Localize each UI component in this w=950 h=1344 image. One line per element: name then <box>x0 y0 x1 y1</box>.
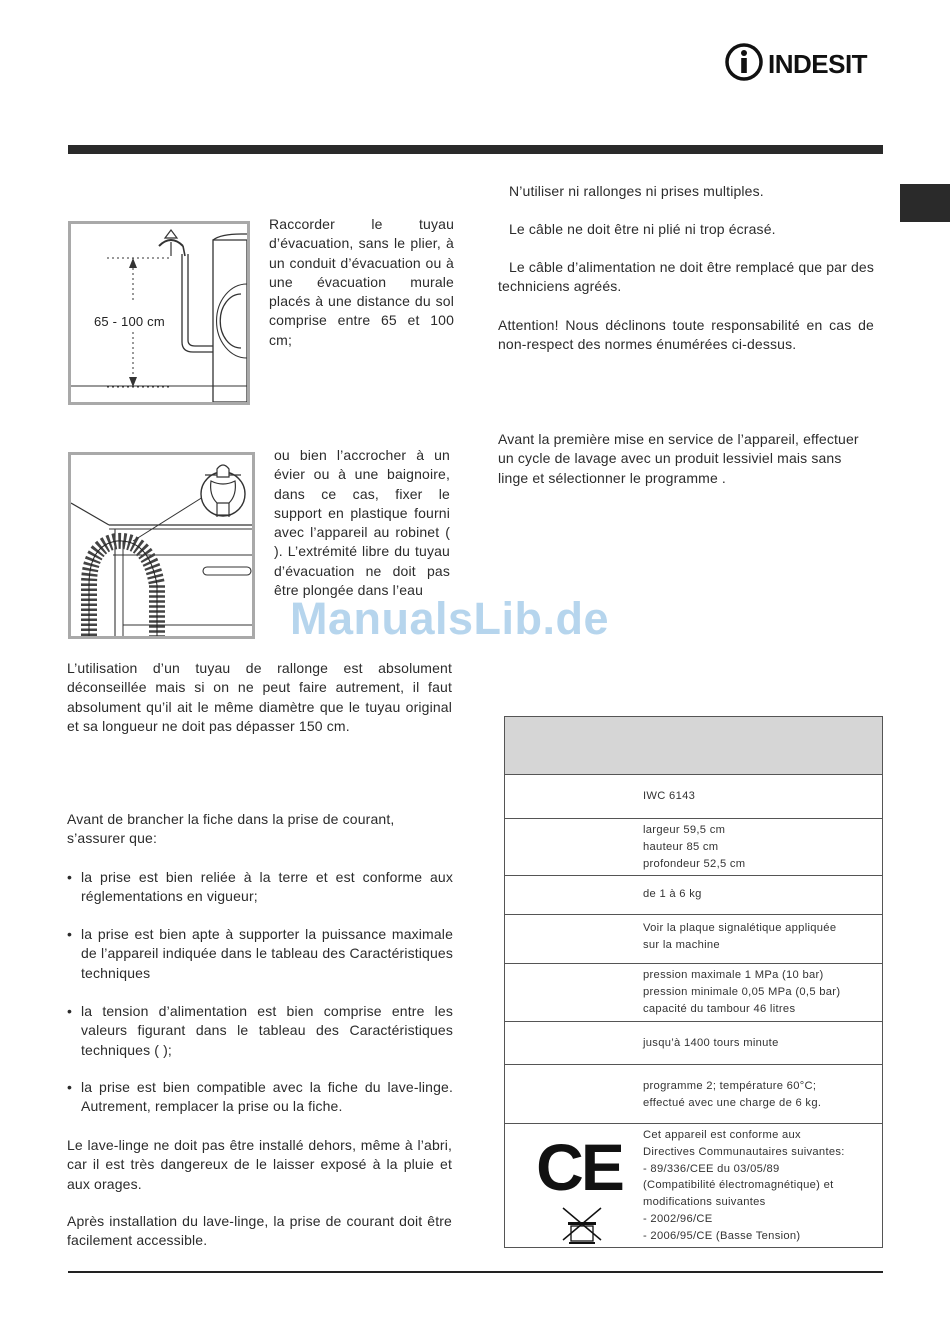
indesit-logo-icon <box>724 42 764 82</box>
cable-bent-text: Le câble ne doit être ni plié ni trop écrasé. <box>509 221 776 237</box>
technical-specs-table <box>504 716 883 1248</box>
drain-wall-figure <box>68 221 250 405</box>
bullet-dot: • <box>67 926 73 942</box>
table-row-dimensions <box>505 818 882 875</box>
ce-line-3: - 89/336/CEE du 03/05/89 <box>643 1162 780 1175</box>
bullet-3-text: la tension d’alimentation est bien comprise entre les valeurs figurant dans le tableau des Caractéristiques techniques ( ); <box>81 1003 453 1058</box>
ce-mark-block <box>523 1128 635 1244</box>
bullet-dot: • <box>67 1003 73 1019</box>
electrical-line-1: Voir la plaque signalétique appliquée <box>643 922 837 934</box>
electrical-line-2: sur la machine <box>643 938 720 951</box>
drain-hose-sink-illustration <box>71 455 252 636</box>
table-row-test-programme <box>505 1064 882 1123</box>
weee-bar <box>569 1242 595 1244</box>
table-row-model <box>505 774 882 818</box>
first-use-text: Avant la première mise en service de l’appareil, effectuer un cycle de lavage avec un produit lessiviel mais sans linge et sélectionner le programme . <box>498 431 859 486</box>
ce-mark-letters: CE <box>536 1130 622 1204</box>
dimension-width: largeur 59,5 cm <box>643 824 726 836</box>
watermark: ManualsLib.de <box>290 593 610 644</box>
language-tab <box>900 184 950 222</box>
weee-bin-body <box>571 1226 593 1241</box>
table-row-water <box>505 963 882 1021</box>
table-row-ce <box>505 1123 882 1247</box>
bullet-2-text: la prise est bien apte à supporter la puissance maximale de l’appareil indiquée dans le tableau des Caractéristiques techniques <box>81 926 453 981</box>
bullet-3 <box>67 1002 453 1060</box>
brand-logo <box>722 40 887 84</box>
spin-value: jusqu’à 1400 tours minute <box>643 1037 779 1049</box>
drain-sink-text: ou bien l’accrocher à un évier ou à une baignoire, dans ce cas, fixer le support en plastique fourni avec l’appareil au robinet ( ). L’extrémité libre du tuyau d’évacuation ne doit pas être plongée dans l’eau <box>274 447 450 599</box>
brand-name: INDESIT <box>768 49 868 79</box>
no-extension-text: N’utiliser ni rallonges ni prises multiples. <box>509 183 764 199</box>
table-row-electrical <box>505 914 882 963</box>
test-programme-line-1: programme 2; température 60°C; <box>643 1080 817 1092</box>
ce-line-5: modifications suivantes <box>643 1196 766 1209</box>
extension-hose-text: L’utilisation d’un tuyau de rallonge est absolument déconseillée mais si on ne peut faire autrement, il faut absolument qu’il ait le même diamètre que le tuyau original et sa longueur ne doit pas dépasser 150 cm. <box>67 660 452 734</box>
ce-mark-icon <box>523 1128 635 1244</box>
drain-sink-figure <box>68 452 255 639</box>
bullet-4-text: la prise est bien compatible avec la fiche du lave-linge. Autrement, remplacer la prise ou la fiche. <box>81 1079 453 1115</box>
attention-text: Attention! Nous déclinons toute responsabilité en cas de non-respect des normes énumérées ci-dessus. <box>498 317 874 353</box>
capacity-value: de 1 à 6 kg <box>643 888 702 900</box>
ce-line-2: Directives Communautaires suivantes: <box>643 1145 845 1158</box>
ce-line-7: - 2006/95/CE (Basse Tension) <box>643 1229 801 1242</box>
cable-replace-text: Le câble d’alimentation ne doit être remplacé que par des techniciens agréés. <box>498 259 874 295</box>
table-row-capacity <box>505 875 882 914</box>
socket-accessible-text: Après installation du lave-linge, la prise de courant doit être facilement accessible. <box>67 1213 452 1249</box>
water-min-pressure: pression minimale 0,05 MPa (0,5 bar) <box>643 985 841 998</box>
bullet-1-text: la prise est bien reliée à la terre et est conforme aux réglementations en vigueur; <box>81 869 453 905</box>
top-rule <box>68 145 883 154</box>
bullet-dot: • <box>67 1079 73 1095</box>
drum-capacity: capacité du tambour 46 litres <box>643 1002 796 1015</box>
drain-wall-text: Raccorder le tuyau d’évacuation, sans le plier, à un conduit d’évacuation ou à une évacuation murale placés à une distance du sol comprise entre 65 et 100 cm; <box>269 216 454 348</box>
table-header <box>505 717 882 774</box>
test-programme-line-2: effectué avec une charge de 6 kg. <box>643 1096 822 1109</box>
ce-line-4: (Compatibilité électromagnétique) et <box>643 1179 834 1192</box>
ce-line-6: - 2002/96/CE <box>643 1212 713 1225</box>
water-max-pressure: pression maximale 1 MPa (10 bar) <box>643 969 824 981</box>
drain-hose-wall-illustration <box>71 224 247 402</box>
height-range-label: 65 - 100 cm <box>94 314 165 329</box>
bullet-2 <box>67 925 453 983</box>
model-value: IWC 6143 <box>643 790 696 802</box>
outdoor-warning-text: Le lave-linge ne doit pas être installé dehors, même à l’abri, car il est très dangereux de le laisser exposé à la pluie et aux orages. <box>67 1137 452 1192</box>
dimension-depth: profondeur 52,5 cm <box>643 857 746 870</box>
ce-line-1: Cet appareil est conforme aux <box>643 1129 801 1141</box>
bullet-4 <box>67 1078 453 1117</box>
before-plug-text: Avant de brancher la fiche dans la prise de courant, s’assurer que: <box>67 811 395 847</box>
bottom-rule <box>68 1271 883 1273</box>
table-row-spin <box>505 1021 882 1064</box>
bullet-dot: • <box>67 869 73 885</box>
bullet-1 <box>67 868 453 907</box>
dimension-height: hauteur 85 cm <box>643 840 719 853</box>
